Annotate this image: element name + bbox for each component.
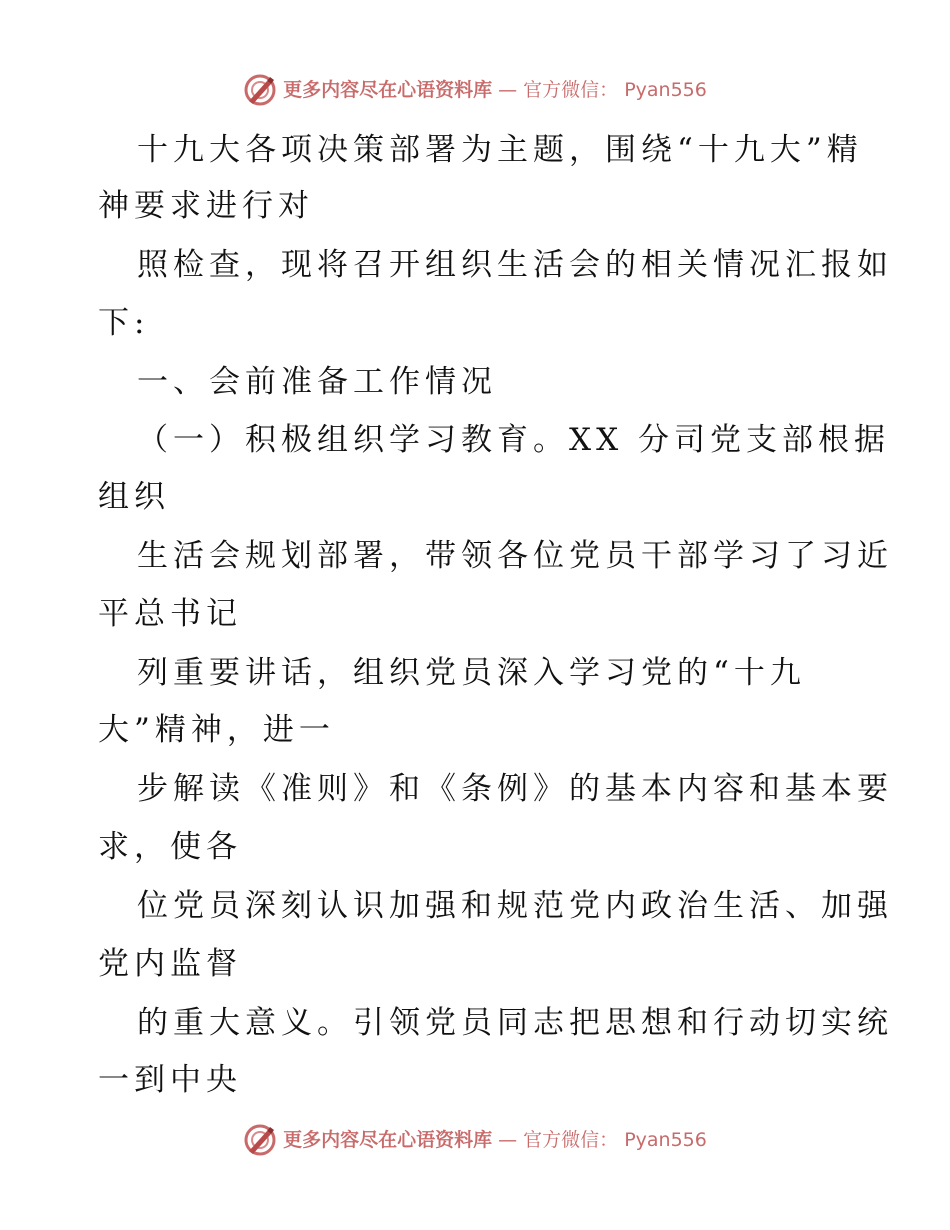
paragraph-line: 平总书记 <box>98 596 242 632</box>
paragraph-line: 列重要讲话，组织党员深入学习党的“十九 <box>137 655 806 691</box>
paragraph-line: （一）积极组织学习教育。XX 分司党支部根据 <box>137 422 890 458</box>
paragraph-line: 生活会规划部署，带领各位党员干部学习了习近 <box>137 538 893 574</box>
paragraph-line: 党内监督 <box>98 946 242 982</box>
paragraph-line: 大”精神，进一 <box>98 712 335 748</box>
header-watermark <box>0 70 950 110</box>
watermark-main-text: 更多内容尽在心语资料库 <box>283 79 493 101</box>
watermark-wechat-label: 官方微信： <box>523 79 619 101</box>
paragraph-line: 的重大意义。引领党员同志把思想和行动切实统 <box>137 1005 893 1041</box>
paragraph-line: 求，使各 <box>98 829 242 865</box>
paragraph-line: 组织 <box>98 479 170 515</box>
pen-seal-icon <box>243 73 277 107</box>
pen-seal-icon <box>243 1123 277 1157</box>
watermark-separator: — <box>498 1129 518 1151</box>
watermark-wechat-id: Pyan556 <box>624 1129 707 1151</box>
paragraph-line: 步解读《准则》和《条例》的基本内容和基本要 <box>137 771 893 807</box>
paragraph-line: 下: <box>98 305 150 341</box>
watermark-wechat-id: Pyan556 <box>624 79 707 101</box>
paragraph-line: 神要求进行对 <box>98 188 314 224</box>
watermark-separator: — <box>498 79 518 101</box>
paragraph-line: 十九大各项决策部署为主题，围绕“十九大”精 <box>137 132 863 168</box>
paragraph-line: 一到中央 <box>98 1062 242 1098</box>
section-heading: 一、会前准备工作情况 <box>137 364 497 400</box>
footer-watermark <box>0 1120 950 1160</box>
paragraph-line: 照检查，现将召开组织生活会的相关情况汇报如 <box>137 247 893 283</box>
watermark-main-text: 更多内容尽在心语资料库 <box>283 1129 493 1151</box>
paragraph-line: 位党员深刻认识加强和规范党内政治生活、加强 <box>137 888 893 924</box>
watermark-wechat-label: 官方微信： <box>523 1129 619 1151</box>
